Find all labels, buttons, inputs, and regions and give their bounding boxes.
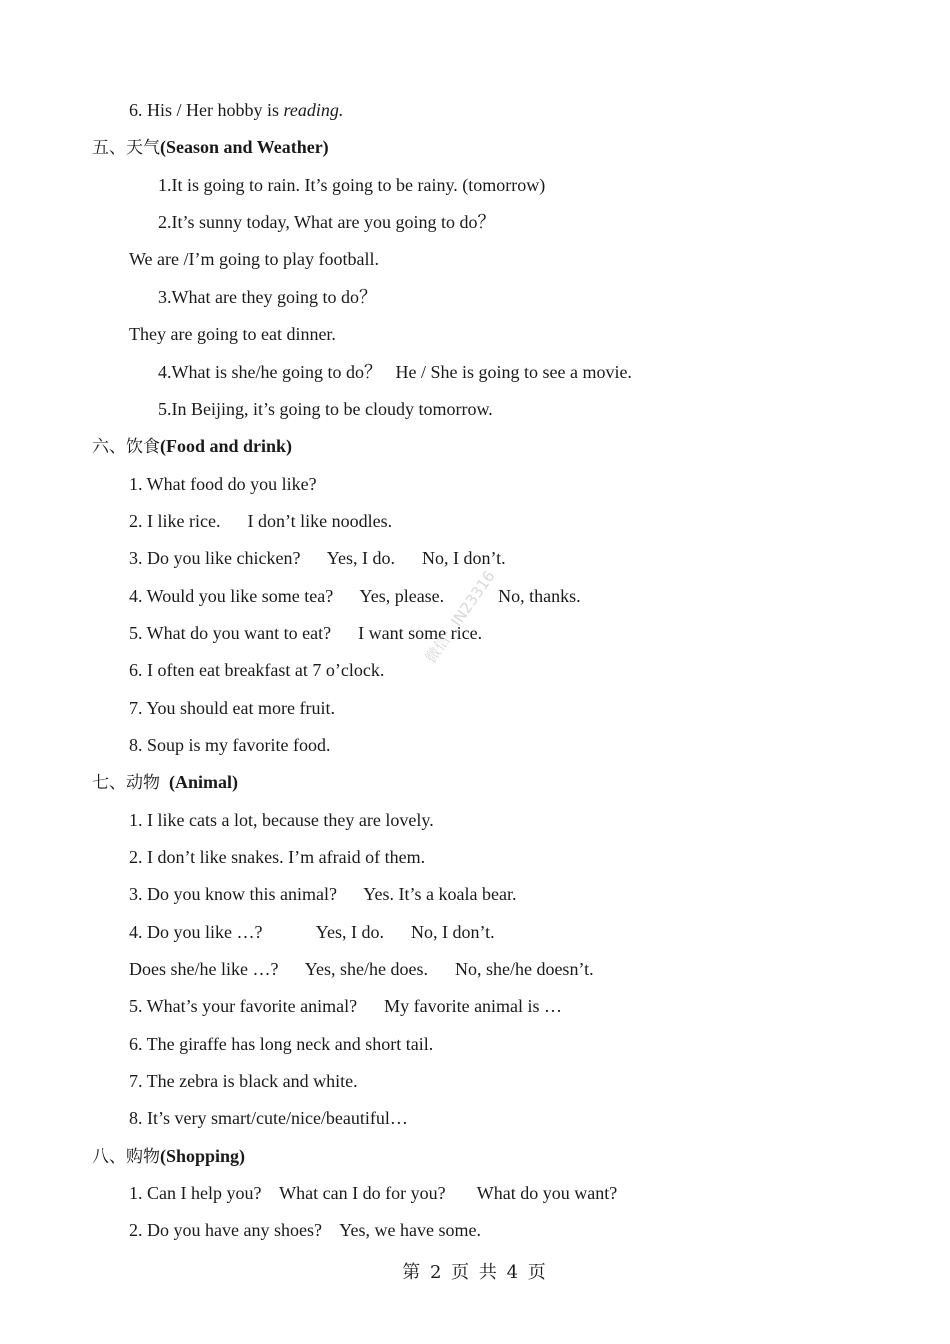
food-line-6: 6. I often eat breakfast at 7 o’clock. xyxy=(129,660,385,680)
weather-line-3: 3.What are they going to do？ xyxy=(158,287,377,307)
animal-line-2: 2. I don’t like snakes. I’m afraid of them. xyxy=(129,847,426,867)
food-line-5: 5. What do you want to eat? I want some rice. xyxy=(129,623,483,643)
food-line-4: 4. Would you like some tea? Yes, please. No, thanks. xyxy=(129,586,581,606)
food-line-1: 1. What food do you like? xyxy=(129,474,317,494)
food-line-2: 2. I like rice. I don’t like noodles. xyxy=(129,511,393,531)
section-heading-food: 六、饮食(Food and drink) xyxy=(92,436,293,457)
animal-line-6: 6. The giraffe has long neck and short tail. xyxy=(129,1034,434,1054)
animal-line-1: 1. I like cats a lot, because they are lovely. xyxy=(129,810,434,830)
page-footer: 第 2 页 共 4 页 xyxy=(402,1262,548,1283)
section-heading-shopping: 八、购物(Shopping) xyxy=(92,1146,246,1167)
weather-line-5: 5.In Beijing, it’s going to be cloudy tomorrow. xyxy=(158,399,493,419)
animal-line-5: 5. What’s your favorite animal? My favorite animal is … xyxy=(129,996,563,1016)
animal-line-3: 3. Do you know this animal? Yes. It’s a koala bear. xyxy=(129,884,517,904)
section-heading-animal: 七、动物 (Animal) xyxy=(92,772,238,793)
watermark: 微信：IN23316 xyxy=(421,567,499,667)
shopping-line-1: 1. Can I help you? What can I do for you? What do you want? xyxy=(129,1183,618,1203)
food-line-8: 8. Soup is my favorite food. xyxy=(129,735,331,755)
shopping-line-2: 2. Do you have any shoes? Yes, we have some. xyxy=(129,1220,481,1240)
animal-line-7: 7. The zebra is black and white. xyxy=(129,1071,358,1091)
food-line-3: 3. Do you like chicken? Yes, I do. No, I don’t. xyxy=(129,548,506,568)
weather-line-2: 2.It’s sunny today, What are you going to do？ xyxy=(158,212,496,232)
weather-line-1: 1.It is going to rain. It’s going to be rainy. (tomorrow) xyxy=(158,175,546,195)
section-heading-weather: 五、天气(Season and Weather) xyxy=(92,137,329,158)
food-line-7: 7. You should eat more fruit. xyxy=(129,698,335,718)
animal-line-4: 4. Do you like …? Yes, I do. No, I don’t. xyxy=(129,922,495,942)
weather-line-2-answer: We are /I’m going to play football. xyxy=(129,249,379,269)
weather-line-3-answer: They are going to eat dinner. xyxy=(129,324,336,344)
animal-line-8: 8. It’s very smart/cute/nice/beautiful… xyxy=(129,1108,408,1128)
hobby-line-6: 6. His / Her hobby is reading. xyxy=(129,100,344,120)
emphasis-reading: reading. xyxy=(283,100,344,120)
weather-line-4: 4.What is she/he going to do？ He / She is going to see a movie. xyxy=(158,362,632,382)
animal-line-4-third-person: Does she/he like …? Yes, she/he does. No, she/he doesn’t. xyxy=(129,959,594,979)
